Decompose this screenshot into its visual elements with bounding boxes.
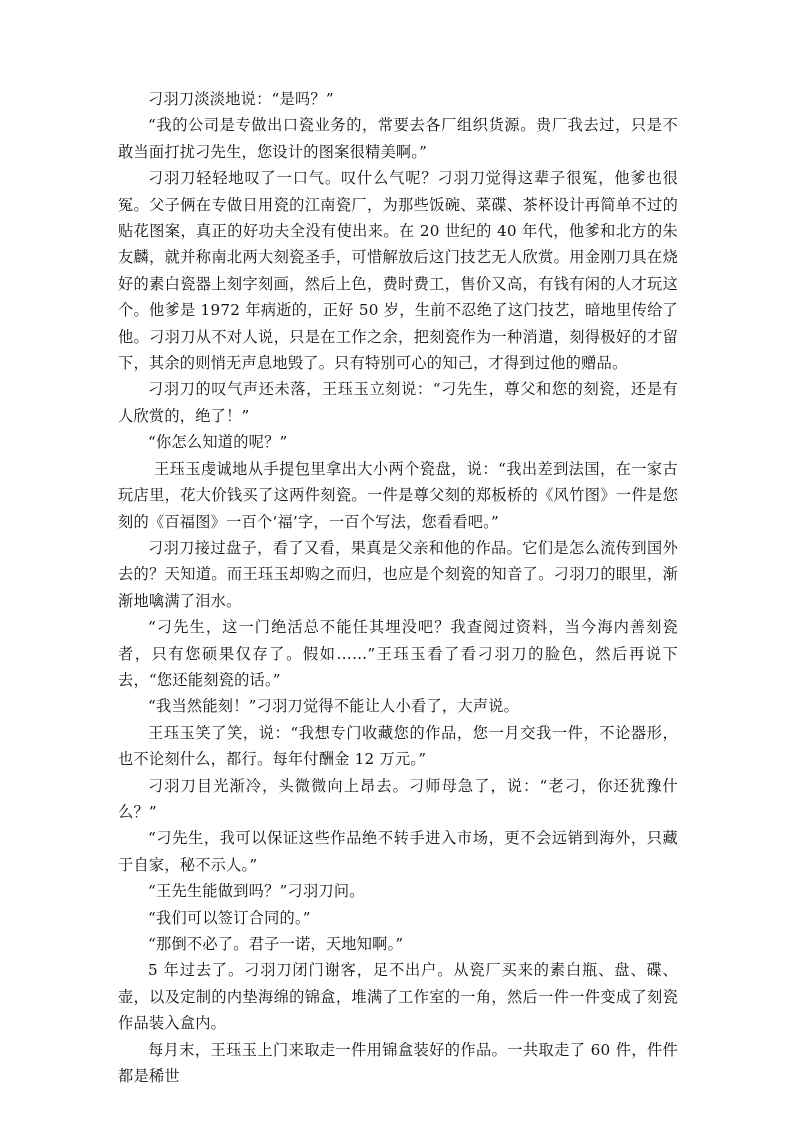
paragraph-3: 刁羽刀轻轻地叹了一口气。叹什么气呢？刁羽刀觉得这辈子很冤，他爹也很冤。父子俩在专做日用瓷的江南瓷厂，为那些饭碗、菜碟、茶杯设计再简单不过的贴花图案，真正的好功夫全没有使出来。在 20 世纪的 40 年代，他爹和北方的朱友麟，就并称南北两大刻瓷圣手，可惜解放后这门技艺无人欣赏。用金刚刀具在烧好的素白瓷器上刻字刻画，然后上色，费时费工，售价又高，有钱有闲的人才玩这个。他爹是 1972 年病逝的，正好 50 岁，生前不忍绝了这门技艺，暗地里传给了他。刁羽刀从不对人说，只是在工作之余，把刻瓷作为一种消遣，刻得极好的才留下，其余的则悄无声息地毁了。只有特别可心的知己，才得到过他的赠品。 xyxy=(118,169,678,373)
paragraph-13: “王先生能做到吗？”刁羽刀问。 xyxy=(148,882,365,901)
paragraph-6: 王珏玉虔诚地从手提包里拿出大小两个瓷盘，说：“我出差到法国，在一家古玩店里，花大价钱买了这两件刻瓷。一件是尊父刻的郑板桥的《风竹图》一件是您刻的《百福图》一百个‘福’字，一百个写法，您看看吧。” xyxy=(118,459,678,531)
paragraph-14: “我们可以签订合同的。” xyxy=(148,908,311,927)
paragraph-17: 每月末，王珏玉上门来取走一件用锦盒装好的作品。一共取走了 60 件，件件都是稀世 xyxy=(118,1040,678,1086)
paragraph-4: 刁羽刀的叹气声还未落，王珏玉立刻说：“刁先生，尊父和您的刻瓷，还是有人欣赏的，绝了！” xyxy=(118,380,678,425)
paragraph-11: 刁羽刀目光渐冷，头微微向上昂去。刁师母急了，说：“老刁，你还犹豫什么？” xyxy=(118,776,678,821)
paragraph-8: “刁先生，这一门绝活总不能任其埋没吧？我查阅过资料，当今海内善刻瓷者，只有您硕果仅存了。假如……”王珏玉看了看刁羽刀的脸色，然后再说下去，“您还能刻瓷的话。” xyxy=(118,618,678,689)
paragraph-15: “那倒不必了。君子一诺，天地知啊。” xyxy=(148,935,404,953)
paragraph-10: 王珏玉笑了笑，说：“我想专门收藏您的作品，您一月交我一件，不论器形，也不论刻什么，都行。每年付酬金 12 万元。” xyxy=(118,723,678,769)
paragraph-9: “我当然能刻！”刁羽刀觉得不能让人小看了，大声说。 xyxy=(148,697,520,716)
document-page xyxy=(118,86,678,1089)
paragraph-16: 5 年过去了。刁羽刀闭门谢客，足不出户。从瓷厂买来的素白瓶、盘、碟、壶，以及定制的内垫海绵的锦盒，堆满了工作室的一角，然后一件一件变成了刻瓷作品装入盒内。 xyxy=(118,961,678,1033)
paragraph-12: “刁先生，我可以保证这些作品绝不转手进入市场，更不会远销到海外，只藏于自家，秘不示人。” xyxy=(118,829,678,874)
paragraph-5: “你怎么知道的呢？” xyxy=(148,433,288,452)
paragraph-1: 刁羽刀淡淡地说：“是吗？” xyxy=(148,90,334,108)
paragraph-2: “我的公司是专做出口瓷业务的，常要去各厂组织货源。贵厂我去过，只是不敢当面打扰刁先生，您设计的图案很精美啊。” xyxy=(118,116,678,161)
paragraph-7: 刁羽刀接过盘子，看了又看，果真是父亲和他的作品。它们是怎么流传到国外去的？天知道。而王珏玉却购之而归，也应是个刻瓷的知音了。刁羽刀的眼里，渐渐地噙满了泪水。 xyxy=(118,538,678,610)
